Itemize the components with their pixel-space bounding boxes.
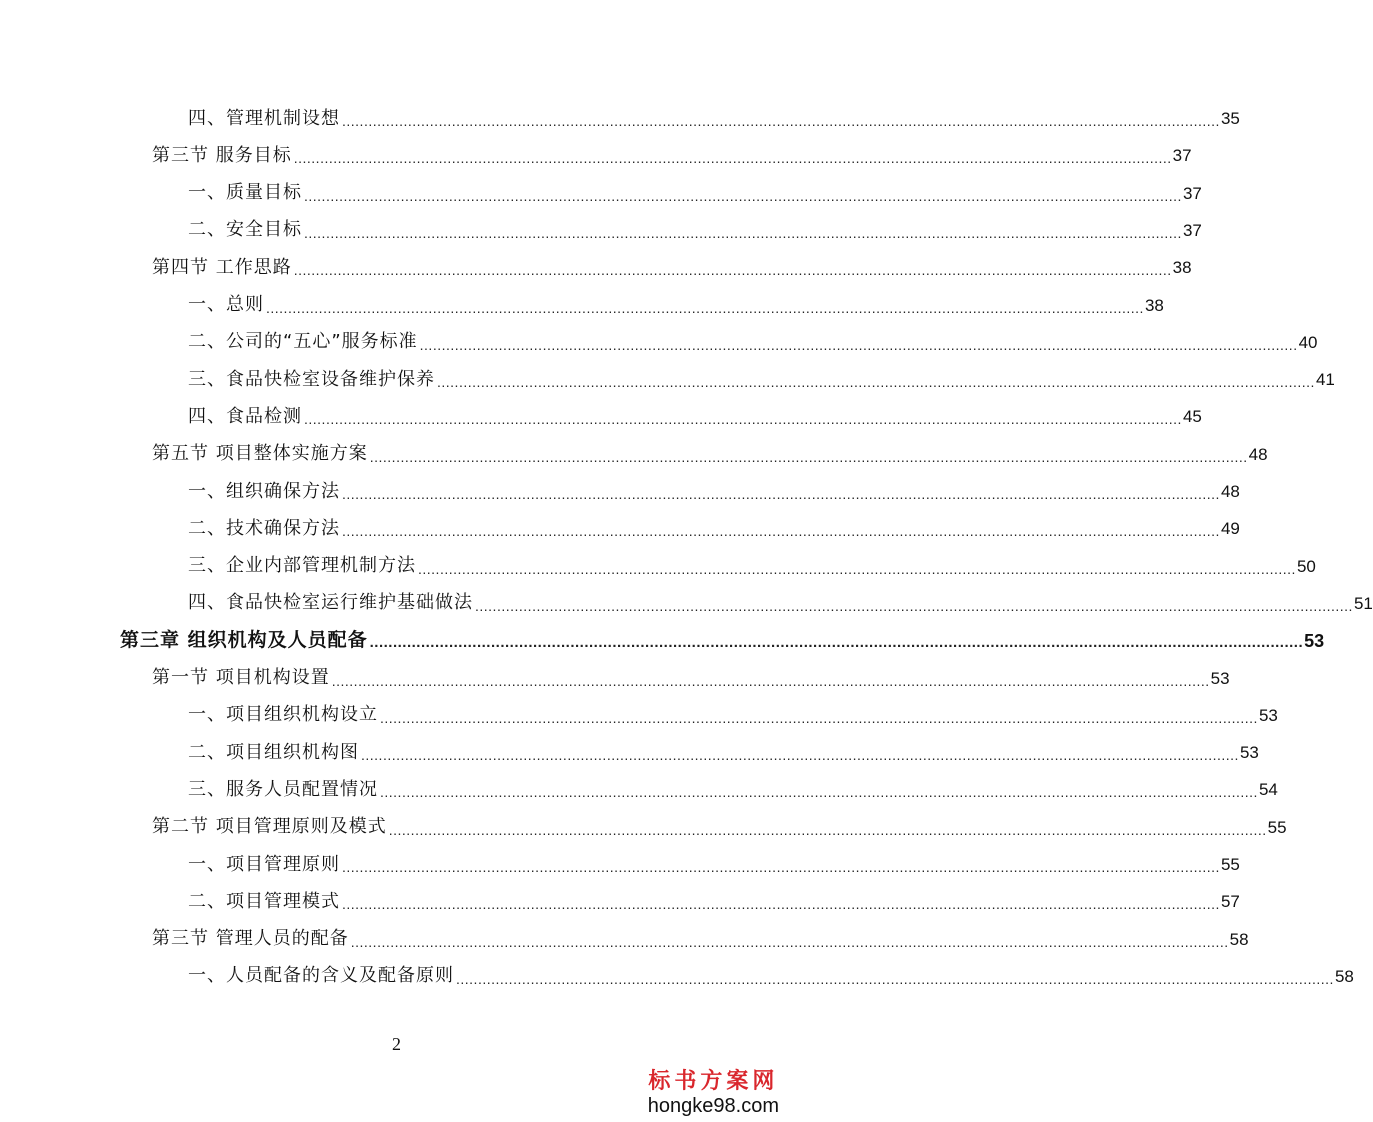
toc-dot-leader: ........................................................................................................................................................................................................: [293, 150, 1172, 167]
page-number: 2: [392, 1034, 401, 1054]
toc-entry-item[interactable]: [188, 585, 1373, 622]
toc-entry-item[interactable]: [188, 510, 1240, 547]
toc-entry-page: 49: [1220, 519, 1240, 539]
toc-entry-page: 54: [1258, 780, 1278, 800]
toc-dot-leader: ........................................................................................................................................................................................................: [419, 336, 1298, 353]
toc-entry-title: 一、项目组织机构设立: [188, 704, 378, 726]
toc-entry-title: 一、组织确保方法: [188, 480, 340, 502]
toc-dot-leader: ........................................................................................................................................................................................................: [304, 224, 1182, 241]
toc-entry-item[interactable]: [188, 734, 1259, 771]
toc-entry-title: 一、项目管理原则: [188, 853, 340, 875]
toc-dot-leader: ........................................................................................................................................................................................................: [342, 896, 1220, 913]
toc-entry-page: 45: [1182, 407, 1202, 427]
toc-entry-chapter[interactable]: [120, 622, 1325, 659]
toc-entry-item[interactable]: [188, 548, 1316, 585]
toc-entry-section[interactable]: [152, 921, 1249, 958]
toc-entry-page: 40: [1298, 332, 1318, 352]
toc-entry-title: 第三节 服务目标: [152, 144, 292, 166]
toc-entry-page: 41: [1315, 370, 1335, 390]
toc-entry-page: 48: [1220, 482, 1240, 501]
toc-dot-leader: ........................................................................................................................................................................................................: [369, 634, 1304, 652]
toc-entry-title: 一、总则: [188, 294, 264, 315]
toc-entry-title: 第五节 项目整体实施方案: [152, 443, 368, 465]
toc-entry-page: 53: [1258, 705, 1278, 725]
toc-entry-page: 51: [1353, 593, 1373, 613]
toc-dot-leader: ........................................................................................................................................................................................................: [456, 970, 1334, 987]
toc-entry-title: 一、人员配备的含义及配备原则: [188, 965, 454, 987]
toc-entry-page: 57: [1220, 892, 1240, 912]
toc-entry-title: 二、项目管理模式: [188, 890, 340, 912]
toc-entry-item[interactable]: [188, 398, 1202, 435]
toc-dot-leader: ........................................................................................................................................................................................................: [266, 299, 1144, 316]
toc-dot-leader: ........................................................................................................................................................................................................: [388, 821, 1267, 838]
toc-entry-title: 二、项目组织机构图: [188, 741, 359, 763]
toc-entry-section[interactable]: [152, 137, 1192, 174]
toc-entry-title: 四、食品快检室运行维护基础做法: [188, 592, 473, 614]
toc-entry-title: 三、企业内部管理机制方法: [188, 555, 416, 577]
toc-entry-page: 58: [1229, 929, 1249, 949]
toc-dot-leader: ........................................................................................................................................................................................................: [331, 672, 1210, 689]
toc-dot-leader: ........................................................................................................................................................................................................: [475, 597, 1353, 614]
toc-dot-leader: ........................................................................................................................................................................................................: [380, 784, 1258, 801]
toc-dot-leader: ........................................................................................................................................................................................................: [350, 933, 1229, 950]
toc-entry-title: 第二节 项目管理原则及模式: [152, 816, 387, 838]
toc-entry-page: 53: [1239, 743, 1259, 763]
toc-entry-title: 三、服务人员配置情况: [188, 778, 378, 800]
toc-entry-title: 四、食品检测: [188, 405, 302, 427]
toc-entry-page: 37: [1182, 220, 1202, 240]
toc-dot-leader: ........................................................................................................................................................................................................: [293, 262, 1172, 279]
toc-dot-leader: ........................................................................................................................................................................................................: [342, 523, 1220, 540]
toc-entry-title: 二、安全目标: [188, 219, 302, 241]
toc-entry-title: 二、公司的“五心”服务标准: [188, 331, 418, 353]
toc-dot-leader: ........................................................................................................................................................................................................: [304, 187, 1182, 204]
toc-entry-section[interactable]: [152, 809, 1287, 846]
toc-entry-title: 第三章 组织机构及人员配备: [120, 629, 368, 652]
toc-entry-item[interactable]: [188, 175, 1202, 212]
toc-entry-item[interactable]: [188, 473, 1240, 510]
toc-entry-item[interactable]: [188, 100, 1240, 137]
toc-entry-item[interactable]: [188, 883, 1240, 920]
watermark-logo: [648, 1068, 779, 1118]
toc-dot-leader: ........................................................................................................................................................................................................: [437, 374, 1315, 391]
toc-dot-leader: ........................................................................................................................................................................................................: [342, 486, 1220, 502]
toc-entry-item[interactable]: [188, 324, 1318, 361]
toc-entry-title: 四、管理机制设想: [188, 107, 340, 129]
toc-entry-title: 三、食品快检室设备维护保养: [188, 368, 435, 390]
toc-dot-leader: ........................................................................................................................................................................................................: [342, 859, 1220, 875]
toc-dot-leader: ........................................................................................................................................................................................................: [418, 560, 1296, 577]
toc-entry-item[interactable]: [188, 958, 1354, 995]
toc-entry-title: 一、质量目标: [188, 182, 302, 204]
toc-entry-item[interactable]: [188, 771, 1278, 808]
toc-entry-section[interactable]: [152, 660, 1230, 697]
toc-entry-page: 58: [1334, 966, 1354, 986]
toc-dot-leader: ........................................................................................................................................................................................................: [304, 411, 1182, 428]
toc-entry-page: 38: [1172, 258, 1192, 278]
toc-entry-title: 第三节 管理人员的配备: [152, 928, 349, 950]
toc-entry-title: 二、技术确保方法: [188, 517, 340, 539]
toc-entry-item[interactable]: [188, 287, 1164, 324]
toc-entry-page: 35: [1220, 109, 1240, 128]
toc-dot-leader: ........................................................................................................................................................................................................: [369, 448, 1248, 465]
toc-entry-item[interactable]: [188, 212, 1202, 249]
toc-entry-page: 37: [1172, 146, 1192, 166]
toc-entry-page: 55: [1267, 817, 1287, 837]
toc-entry-page: 55: [1220, 855, 1240, 874]
toc-entry-item[interactable]: [188, 697, 1278, 734]
toc-entry-section[interactable]: [152, 249, 1192, 286]
toc-entry-page: 53: [1304, 630, 1325, 651]
watermark-url: hongke98.com: [647, 1095, 779, 1117]
toc-entry-page: 48: [1248, 444, 1268, 464]
toc-dot-leader: ........................................................................................................................................................................................................: [361, 747, 1239, 764]
toc-entry-item[interactable]: [188, 361, 1335, 398]
toc-entry-title: 第四节 工作思路: [152, 256, 292, 278]
watermark-site-name: 标书方案网: [648, 1068, 779, 1094]
toc-dot-leader: ........................................................................................................................................................................................................: [342, 113, 1220, 129]
toc-entry-item[interactable]: [188, 846, 1240, 883]
toc-entry-page: 53: [1210, 668, 1230, 688]
toc-dot-leader: ........................................................................................................................................................................................................: [380, 709, 1258, 726]
toc-entry-page: 38: [1144, 295, 1164, 315]
toc-entry-page: 37: [1182, 183, 1202, 203]
toc-entry-title: 第一节 项目机构设置: [152, 667, 330, 688]
toc-entry-page: 50: [1296, 556, 1316, 576]
toc-entry-section[interactable]: [152, 436, 1268, 473]
